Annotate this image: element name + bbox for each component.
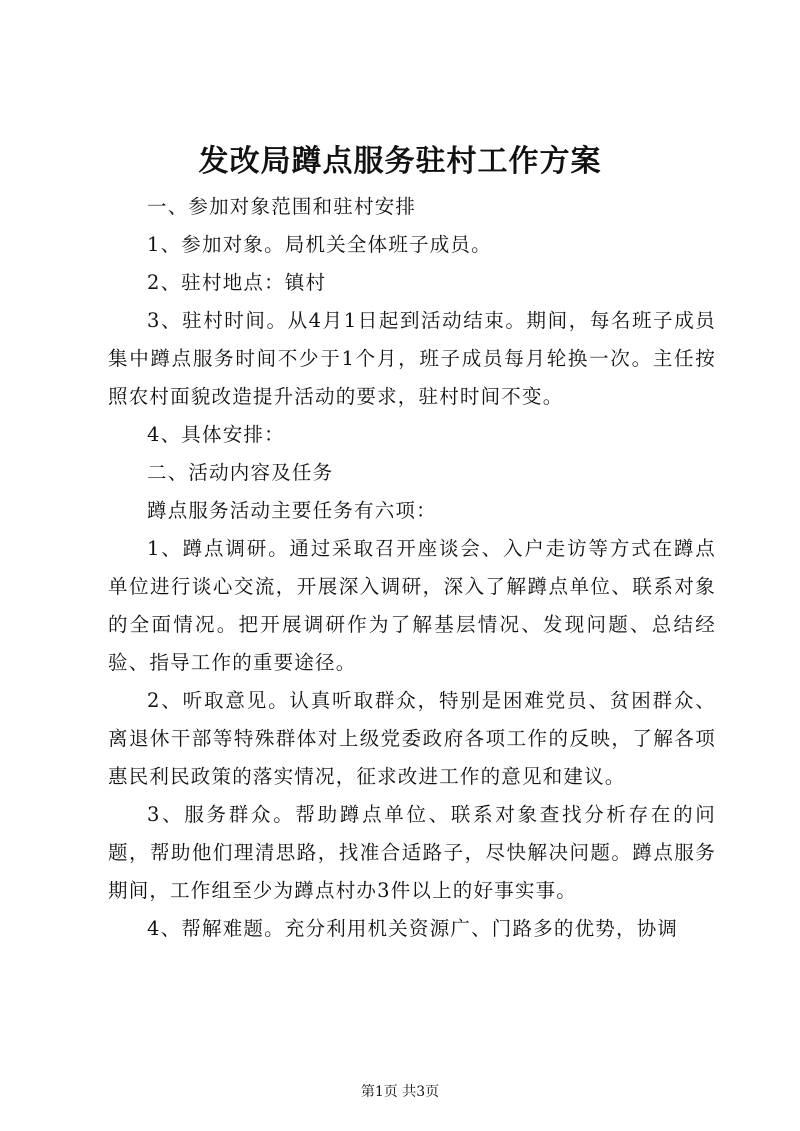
section-heading-1: 一、参加对象范围和驻村安排 (147, 195, 417, 218)
paragraph: 蹲点服务活动主要任务有六项： (147, 499, 437, 522)
paragraph: 1、蹲点调研。通过采取召开座谈会、入户走访等方式在蹲点单位进行谈心交流，开展深入调研，深入了解蹲点单位、联系对象的全面情况。把开展调研作为了解基层情况、发现问题、总结经验、指导工作的重要途径。 (108, 537, 716, 674)
page-number-label: 第1页 共3页 (360, 1084, 440, 1100)
page-footer (0, 1082, 800, 1102)
document-body (108, 188, 716, 948)
document-title: 发改局蹲点服务驻村工作方案 (198, 144, 602, 179)
paragraph: 4、具体安排： (147, 423, 285, 446)
paragraph: 2、听取意见。认真听取群众，特别是困难党员、贫困群众、离退休干部等特殊群体对上级党委政府各项工作的反映，了解各项惠民利民政策的落实情况，征求改进工作的意见和建议。 (108, 689, 716, 788)
paragraph: 3、服务群众。帮助蹲点单位、联系对象查找分析存在的问题，帮助他们理清思路，找准合适路子，尽快解决问题。蹲点服务期间，工作组至少为蹲点村办3件以上的好事实事。 (108, 803, 716, 902)
paragraph: 1、参加对象。局机关全体班子成员。 (147, 233, 492, 256)
section-heading-2: 二、活动内容及任务 (147, 461, 334, 484)
paragraph: 4、帮解难题。充分利用机关资源广、门路多的优势，协调 (147, 917, 679, 940)
paragraph: 2、驻村地点：镇村 (147, 271, 327, 294)
paragraph: 3、驻村时间。从4月1日起到活动结束。期间，每名班子成员集中蹲点服务时间不少于1个月，班子成员每月轮换一次。主任按照农村面貌改造提升活动的要求，驻村时间不变。 (108, 309, 716, 408)
